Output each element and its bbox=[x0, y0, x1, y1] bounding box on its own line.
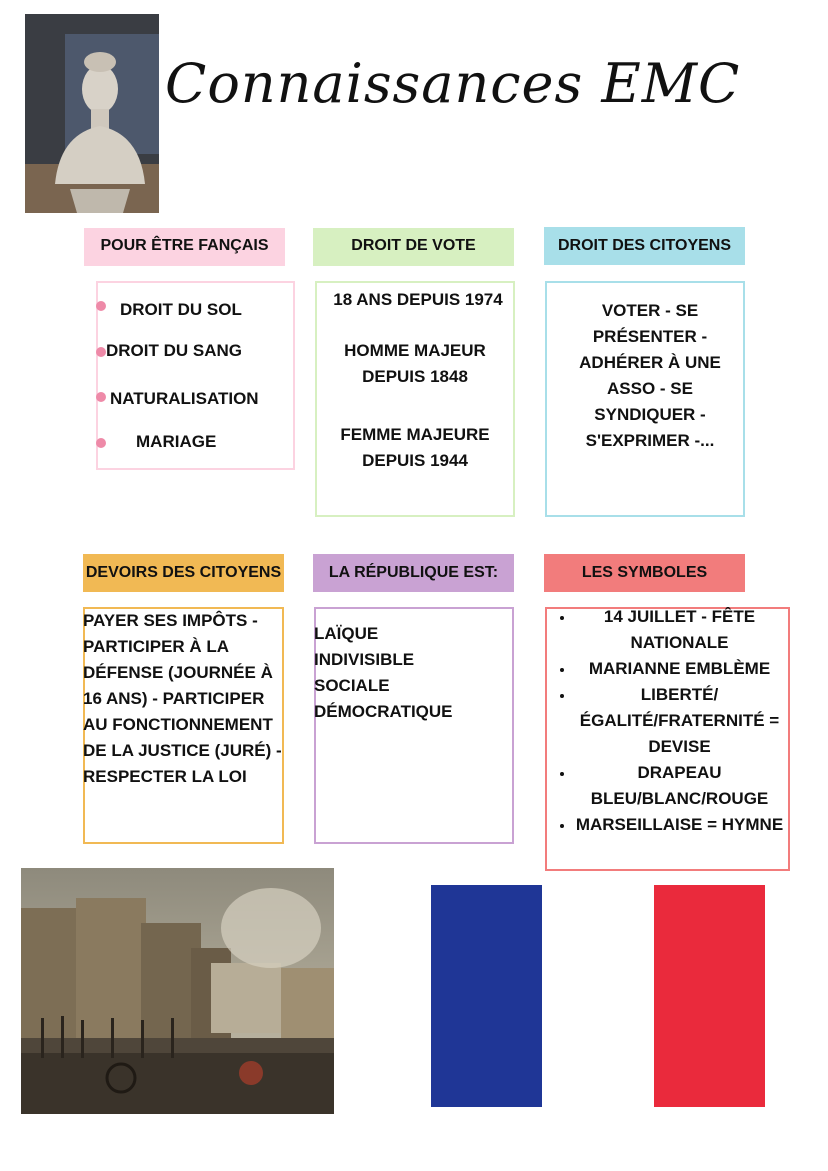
symboles-list bbox=[547, 604, 788, 838]
heading-devoirs-des-citoyens: DEVOIRS DES CITOYENS bbox=[83, 554, 284, 592]
droits-text: VOTER - SE PRÉSENTER - ADHÉRER À UNE ASSO - SE SYNDIQUER - S'EXPRIMER -... bbox=[579, 301, 721, 450]
bullet-dot bbox=[96, 301, 106, 311]
republique-item: SOCIALE bbox=[314, 676, 390, 695]
heading-droit-des-citoyens: DROIT DES CITOYENS bbox=[544, 227, 745, 265]
devoirs-text: PAYER SES IMPÔTS - PARTICIPER À LA DÉFENSE (JOURNÉE À 16 ANS) - PARTICIPER AU FONCTIONNEMENT DE LA JUSTICE (JURÉ) - RESPECTER LA LOI bbox=[83, 611, 282, 786]
vote-item-1: 18 ANS DEPUIS 1974 bbox=[333, 290, 503, 309]
symbole-item: • MARSEILLAISE = HYMNE bbox=[575, 812, 788, 838]
bullet-dot bbox=[96, 438, 106, 448]
bastille-painting bbox=[21, 868, 334, 1114]
bullet-dot bbox=[96, 392, 106, 402]
heading-droit-de-vote: DROIT DE VOTE bbox=[313, 228, 514, 266]
bullet-dot bbox=[96, 347, 106, 357]
symbole-item: • 14 JUILLET - FÊTE NATIONALE bbox=[575, 604, 788, 656]
vote-item-2: HOMME MAJEUR DEPUIS 1848 bbox=[344, 341, 486, 386]
flag-white-stripe bbox=[542, 885, 654, 1107]
bust-illustration bbox=[25, 14, 159, 213]
list-item: MARIAGE bbox=[136, 432, 217, 451]
republique-item: DÉMOCRATIQUE bbox=[314, 702, 453, 721]
list-item: DROIT DU SOL bbox=[120, 300, 242, 319]
symbole-item: • LIBERTÉ/ ÉGALITÉ/FRATERNITÉ = DEVISE bbox=[575, 682, 788, 760]
bastille-illustration bbox=[21, 868, 334, 1114]
symbole-item: • DRAPEAU BLEU/BLANC/ROUGE bbox=[575, 760, 788, 812]
marianne-bust-photo bbox=[25, 14, 159, 213]
box-droit-de-vote bbox=[315, 281, 515, 517]
heading-la-republique: LA RÉPUBLIQUE EST: bbox=[313, 554, 514, 592]
flag-blue-stripe bbox=[431, 885, 542, 1107]
symbole-item: • MARIANNE EMBLÈME bbox=[575, 656, 788, 682]
heading-pour-etre-francais: POUR ÊTRE FANÇAIS bbox=[84, 228, 285, 266]
vote-item-3: FEMME MAJEURE DEPUIS 1944 bbox=[340, 425, 490, 470]
page-title: Connaissances EMC bbox=[165, 52, 741, 115]
heading-les-symboles: LES SYMBOLES bbox=[544, 554, 745, 592]
list-item: DROIT DU SANG bbox=[106, 341, 242, 360]
republique-item: INDIVISIBLE bbox=[314, 650, 415, 669]
republique-item: LAÏQUE bbox=[314, 624, 379, 643]
flag-red-stripe bbox=[654, 885, 765, 1107]
list-item: NATURALISATION bbox=[110, 389, 259, 408]
